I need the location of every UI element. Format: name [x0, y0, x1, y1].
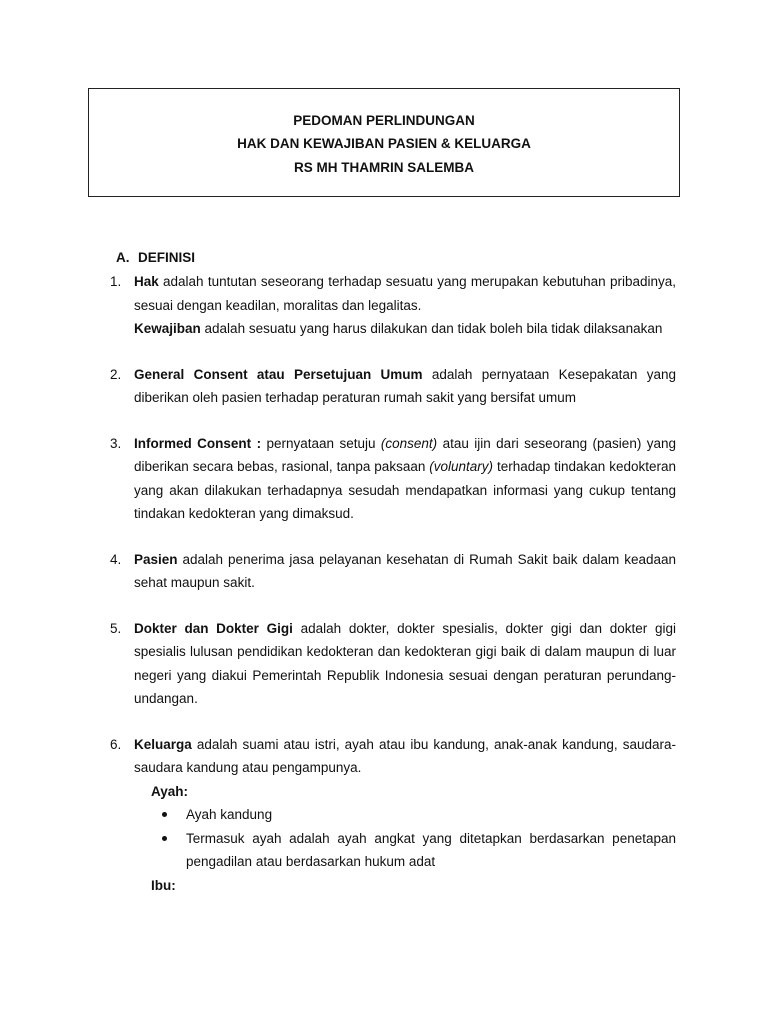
definition-paragraph [134, 432, 676, 526]
item-number: 6. [110, 736, 122, 752]
definition-item-pasien [110, 548, 676, 595]
definition-text: adalah sesuatu yang harus dilakukan dan tidak boleh bila tidak dilaksanakan [200, 321, 663, 336]
definition-item-dokter [110, 617, 676, 711]
definition-term: Keluarga [134, 736, 192, 752]
item-number: 3. [110, 435, 122, 451]
definition-term: Dokter dan Dokter Gigi [134, 620, 293, 636]
bullet-icon [162, 812, 167, 817]
title-line-2: HAK DAN KEWAJIBAN PASIEN & KELUARGA [237, 136, 531, 151]
definition-term: Hak [134, 274, 159, 289]
document-title-box [88, 88, 680, 197]
definition-paragraph [134, 733, 676, 780]
ayah-bullet-list [134, 803, 676, 874]
definition-text: adalah suami atau istri, ayah atau ibu kandung, anak-anak kandung, saudara-saudara kandung atau pengampunya. [134, 736, 676, 775]
definition-paragraph [134, 617, 676, 711]
definition-text: adalah tuntutan seseorang terhadap sesuatu yang merupakan kebutuhan pribadinya, sesuai dengan keadilan, moralitas dan legalitas. [134, 274, 676, 313]
bullet-text: Termasuk ayah adalah ayah angkat yang ditetapkan berdasarkan penetapan pengadilan atau berdasarkan hukum adat [186, 830, 676, 869]
section-heading [110, 246, 676, 270]
bullet-icon [162, 836, 167, 841]
definition-italic: (voluntary) [429, 459, 494, 474]
definition-text: adalah dokter, dokter spesialis, dokter gigi dan dokter gigi spesialis lulusan pendidikan kedokteran dan kedokteran gigi baik di dalam maupun di luar negeri yang diakui Pemerintah Republik Indonesia sesuai dengan peraturan perundang-undangan. [134, 620, 676, 706]
definition-paragraph [134, 270, 676, 317]
ibu-label: Ibu: [151, 877, 176, 893]
definition-item-keluarga [110, 733, 676, 898]
definition-term: Informed Consent : [134, 435, 262, 451]
definition-italic: (consent) [380, 435, 438, 451]
definition-text: terhadap tindakan kedokteran yang akan dilakukan terhadapnya sesudah mendapatkan informasi yang cukup tentang tindakan kedokteran yang dimaksud. [134, 459, 676, 521]
bullet-item [134, 827, 676, 874]
document-body [110, 246, 676, 897]
definition-text: pernyataan setuju [261, 435, 381, 451]
definition-term: Kewajiban [134, 321, 201, 336]
definition-text: atau ijin dari seseorang (pasien) yang diberikan secara bebas, rasional, tanpa paksaan [134, 435, 677, 474]
item-number: 1. [110, 274, 122, 289]
definition-text: adalah penerima jasa pelayanan kesehatan di Rumah Sakit baik dalam keadaan sehat maupun sakit. [134, 551, 676, 590]
definition-paragraph [134, 548, 676, 595]
definition-item-hak [110, 270, 676, 341]
bullet-text: Ayah kandung [186, 807, 273, 822]
definition-item-informed-consent [110, 432, 676, 526]
definition-paragraph [134, 363, 676, 410]
item-number: 4. [110, 551, 122, 567]
definition-text: adalah pernyataan Kesepakatan yang diberikan oleh pasien terhadap peraturan rumah sakit yang bersifat umum [134, 366, 676, 405]
item-number: 2. [110, 366, 122, 382]
section-title: DEFINISI [138, 250, 196, 265]
definition-item-general-consent [110, 363, 676, 410]
definition-term: General Consent atau Persetujuan Umum [134, 366, 423, 382]
title-line-1: PEDOMAN PERLINDUNGAN [293, 113, 475, 128]
bullet-item [134, 803, 676, 827]
ayah-label: Ayah: [151, 783, 189, 799]
item-number: 5. [110, 620, 122, 636]
section-letter: A. [116, 250, 130, 265]
title-line-3: RS MH THAMRIN SALEMBA [294, 160, 474, 175]
definition-paragraph [134, 317, 676, 341]
definition-term: Pasien [134, 551, 178, 567]
